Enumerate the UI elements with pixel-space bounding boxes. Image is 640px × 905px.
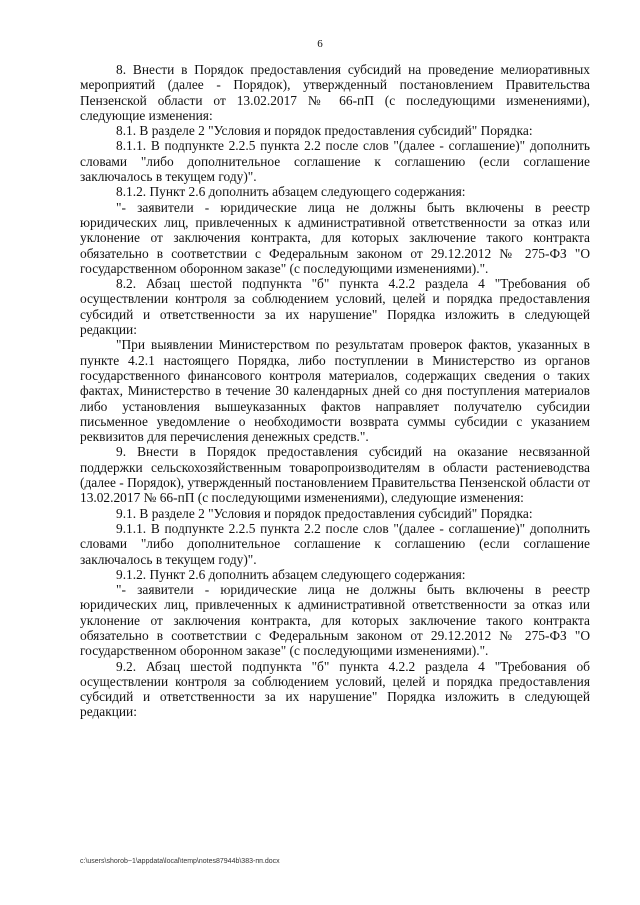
paragraph-8-1: 8.1. В разделе 2 "Условия и порядок предоставления субсидий" Порядка: (116, 123, 533, 139)
page-number: 6 (317, 38, 323, 50)
paragraph-9-1: 9.1. В разделе 2 "Условия и порядок предоставления субсидий" Порядка: (116, 505, 533, 521)
paragraph-9-2: 9.2. Абзац шестой подпункта "б" пункта 4.2.2 раздела 4 "Требования об осуществлении контроля за соблюдением условий, целей и порядка предоставления субсидий и ответственности за их нарушение" Порядка изложить в следующей редакции: (80, 658, 590, 720)
paragraph-8-1-2: 8.1.2. Пункт 2.6 дополнить абзацем следующего содержания: (116, 184, 466, 200)
paragraph-9-1-2: 9.1.2. Пункт 2.6 дополнить абзацем следующего содержания: (116, 566, 466, 582)
paragraph-8: 8. Внести в Порядок предоставления субсидий на проведение мелиоративных мероприятий (далее - Порядок), утвержденный постановлением Правительства Пензенской области от 13.02.2017 № 66-пП (с последующими изменениями), следующие изменения: (80, 62, 590, 123)
paragraph-9-1-2-quote: "- заявители - юридические лица не должны быть включены в реестр юридических лиц, привлеченных к административной ответственности за отказ или уклонение от заключения контракта, для которых заключение такого контракта обязательно в соответствии с Федеральным законом от 29.12.2012 № 275-ФЗ "О государственном оборонном заказе" (с последующими изменениями).". (80, 582, 590, 659)
paragraph-9: 9. Внести в Порядок предоставления субсидий на оказание несвязанной поддержки сельскохозяйственным товаропроизводителям в области растениеводства (далее - Порядок), утвержденный постановлением Правительства Пензенской области от 13.02.2017 № 66-пП (с последующими изменениями), следующие изменения: (80, 444, 590, 506)
paragraph-8-1-2-quote: "- заявители - юридические лица не должны быть включены в реестр юридических лиц, привлеченных к административной ответственности за отказ или уклонение от заключения контракта, для которых заключение такого контракта обязательно в соответствии с Федеральным законом от 29.12.2012 № 275-ФЗ "О государственном оборонном заказе" (с последующими изменениями).". (80, 199, 590, 276)
paragraph-8-2-quote: "При выявлении Министерством по результатам проверок фактов, указанных в пункте 4.2.1 настоящего Порядка, либо поступлении в Министерство из органов государственного финансового контроля материалов, содержащих сведения о таких фактах, Министерство в течение 30 календарных дней со дня поступления материалов либо установления вышеуказанных фактов направляет получателю субсидии письменное уведомление о необходимости возврата суммы субсидии с указанием реквизитов для перечисления денежных средств.". (80, 337, 590, 445)
document-body (80, 62, 590, 720)
file-path-footer: c:\users\shorob~1\appdata\local\temp\notes87944b\383-пп.docx (80, 858, 280, 865)
paragraph-9-1-1: 9.1.1. В подпункте 2.2.5 пункта 2.2 после слов "(далее - соглашение)" дополнить словами "либо дополнительное соглашение к соглашению (если соглашение заключалось в текущем году)". (80, 520, 590, 567)
paragraph-8-1-1: 8.1.1. В подпункте 2.2.5 пункта 2.2 после слов "(далее - соглашение)" дополнить словами "либо дополнительное соглашение к соглашению (если соглашение заключалось в текущем году)". (80, 138, 590, 185)
paragraph-8-2: 8.2. Абзац шестой подпункта "б" пункта 4.2.2 раздела 4 "Требования об осуществлении контроля за соблюдением условий, целей и порядка предоставления субсидий и ответственности за их нарушение" Порядка изложить в следующей редакции: (80, 276, 590, 338)
